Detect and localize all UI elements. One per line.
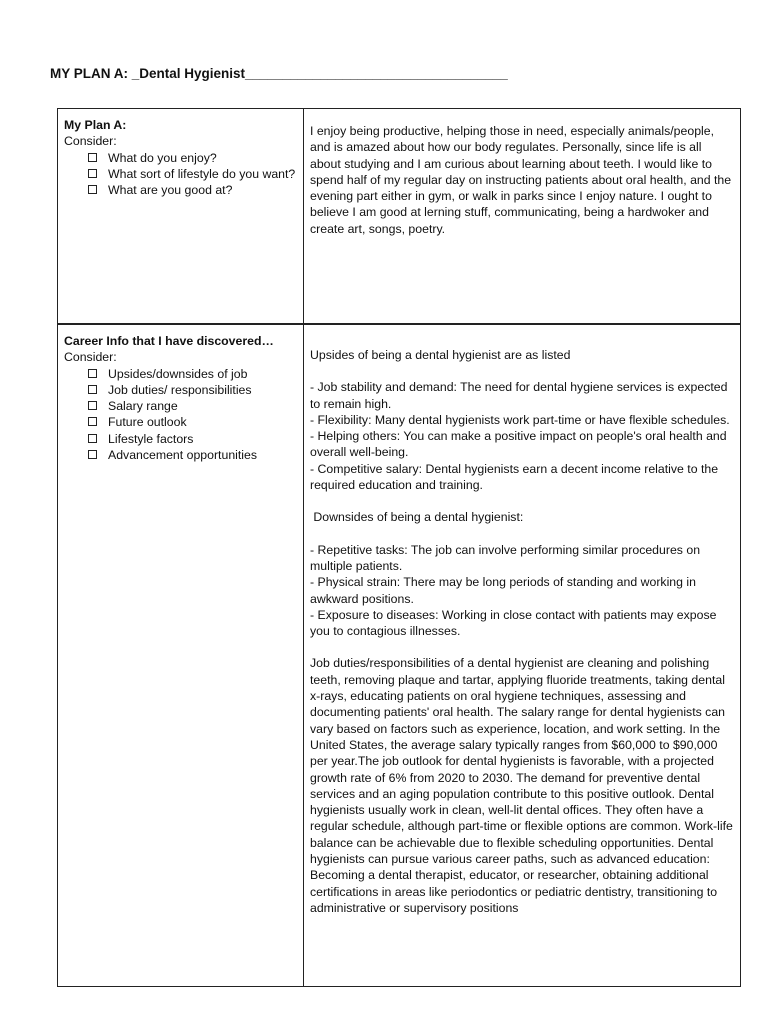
checkbox-icon[interactable] xyxy=(88,450,97,459)
career-heading: Career Info that I have discovered… xyxy=(64,334,274,348)
checklist-item: Job duties/ responsibilities xyxy=(84,382,297,398)
checklist-item: What are you good at? xyxy=(84,182,297,198)
duties-paragraph: Job duties/responsibilities of a dental hygienist are cleaning and polishing teeth, removing plaque and tartar, applying fluoride treatments, taking dental x-rays, educating patients on oral hygiene techniques, assessing and documenting patients' oral health. The salary range for dental hygienists can vary based on factors such as experience, location, and work setting. In the United States, the average salary typically ranges from $60,000 to $90,000 per year.The job outlook for dental hygienists is favorable, with a projected growth rate of 6% from 2020 to 2030. The demand for preventive dental services and an aging population contribute to this positive outlook. Dental hygienists usually work in clean, well-lit dental offices. They often have a regular schedule, although part-time or flexible options are common. Work-life balance can be achievable due to flexible scheduling opportunities. Dental hygienists can pursue various career paths, such as advanced education: Becoming a dental therapist, educator, or researcher, obtaining additional certifications in areas like periodontics or pediatric dentistry, transitioning to administrative or supervisory positions xyxy=(310,656,733,915)
checklist-item: Upsides/downsides of job xyxy=(84,366,297,382)
career-consider-label: Consider: xyxy=(64,350,117,365)
plan-heading: My Plan A: xyxy=(64,118,127,132)
upside-item: - Helping others: You can make a positive impact on people's oral health and overall well-being. xyxy=(310,429,727,460)
career-checklist xyxy=(64,366,297,464)
checklist-item: What sort of lifestyle do you want? xyxy=(84,166,297,182)
upside-item: - Job stability and demand: The need for dental hygiene services is expected to remain high. xyxy=(310,380,728,411)
upsides-intro: Upsides of being a dental hygienist are as listed xyxy=(310,348,571,362)
checkbox-icon[interactable] xyxy=(88,385,97,394)
checklist-item: Advancement opportunities xyxy=(84,447,297,463)
checkbox-icon[interactable] xyxy=(88,169,97,178)
plan-prompt-cell xyxy=(58,109,304,325)
downsides-intro: Downsides of being a dental hygienist: xyxy=(310,510,524,525)
downside-item: - Exposure to diseases: Working in close contact with patients may expose you to contagious illnesses. xyxy=(310,607,717,639)
upside-item: - Flexibility: Many dental hygienists work part-time or have flexible schedules. xyxy=(310,412,730,427)
checklist-item: Lifestyle factors xyxy=(84,431,297,447)
downside-item: - Repetitive tasks: The job can involve performing similar procedures on multiple patients. xyxy=(310,542,701,573)
career-prompt-cell xyxy=(58,324,304,987)
plan-row xyxy=(58,109,741,325)
checklist-item: Future outlook xyxy=(84,414,297,430)
career-row xyxy=(58,324,741,987)
upside-item: - Competitive salary: Dental hygienists earn a decent income relative to the required education and training. xyxy=(310,461,719,493)
checklist-item: What do you enjoy? xyxy=(84,150,297,166)
career-answer-cell xyxy=(304,324,741,987)
checkbox-icon[interactable] xyxy=(88,401,97,410)
plan-consider-label: Consider: xyxy=(64,134,117,149)
checkbox-icon[interactable] xyxy=(88,434,97,443)
checkbox-icon[interactable] xyxy=(88,153,97,162)
checkbox-icon[interactable] xyxy=(88,369,97,378)
checklist-item: Salary range xyxy=(84,398,297,414)
checkbox-icon[interactable] xyxy=(88,185,97,194)
plan-checklist xyxy=(64,150,297,199)
plan-table xyxy=(57,108,741,987)
checkbox-icon[interactable] xyxy=(88,417,97,426)
plan-answer: I enjoy being productive, helping those in need, especially animals/people, and is amazed about how our body regulates. Personally, since life is all about studying and I am curious about learning about teeth. I would like to spend half of my regular day on instructing patients about oral health, and the evening part either in gym, or walk in parks since I enjoy nature. I ought to believe I am good at lerning stuff, communicating, being a hardwoker and create art, songs, poetry. xyxy=(310,124,732,236)
page-title: MY PLAN A: _Dental Hygienist___________________________________ xyxy=(50,66,508,81)
downside-item: - Physical strain: There may be long periods of standing and working in awkward positions. xyxy=(310,575,696,606)
plan-answer-cell xyxy=(304,109,741,325)
